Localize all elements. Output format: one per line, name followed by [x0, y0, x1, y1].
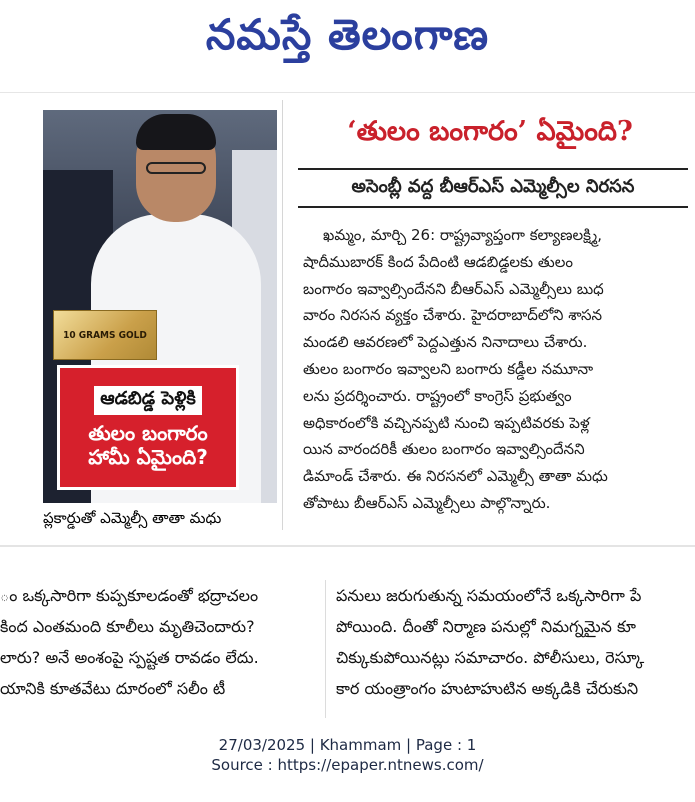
footer-source: Source : https://epaper.ntnews.com/: [211, 756, 484, 774]
article-line: లను ప్రదర్శించారు. రాష్ట్రంలో కాంగ్రెస్‌ ప్రభుత్వం: [303, 386, 572, 405]
subhead-box: [298, 168, 688, 208]
masthead: [0, 0, 695, 80]
newspaper-logo: నమస్తే తెలంగాణ: [205, 10, 490, 59]
section-divider: [0, 545, 695, 547]
person-hair: [136, 114, 216, 150]
footer-date-edition: 27/03/2025 | Khammam | Page : 1: [218, 736, 477, 754]
news-photo: [43, 110, 277, 503]
adjacent-article-line: పోయింది. దీంతో నిర్మాణ పనుల్లో నిమగ్నమైన కూ: [336, 617, 636, 636]
adjacent-article-line: ం ఒక్కసారిగా కుప్పకూలడంతో భద్రాచలం: [0, 586, 259, 605]
person-glasses: [146, 162, 206, 174]
article-line: ఖమ్మం, మార్చి 26: రాష్ట్రవ్యాప్తంగా కల్యాణలక్ష్మి,: [323, 226, 603, 244]
article-line: మండలి ఆవరణలో పెద్దఎత్తున నినాదాలు చేశారు.: [303, 333, 588, 352]
adjacent-article-line: చిక్కుకుపోయినట్లు సమాచారం. పోలీసులు, రెస్కూ: [336, 648, 645, 667]
article-body: [303, 222, 688, 517]
photo-caption: ప్లకార్డుతో ఎమ్మెల్సీ తాతా మధు: [43, 509, 222, 527]
column-divider: [282, 100, 283, 530]
adjacent-article-line: యానికి కూతవేటు దూరంలో సలీం టీ: [0, 679, 226, 698]
article-line: బంగారం ఇవ్వాల్సిందేనని బీఆర్‌ఎస్‌ ఎమ్మెల్సీలు బుధ: [303, 279, 604, 298]
adjacent-article-line: పనులు జరుగుతున్న సమయంలోనే ఒక్కసారిగా పే: [336, 586, 642, 605]
article-line: తులం బంగారం ఇవ్వాలని బంగారు కడ్డీల నమూనా: [303, 359, 594, 378]
article-line: షాదీముబారక్‌ కింద పేదింటి ఆడబిడ్డలకు తులం: [303, 252, 573, 271]
gold-bar-label: 10 GRAMS GOLD: [63, 329, 147, 341]
placard-line: హామీ ఏమైంది?: [88, 445, 208, 469]
placard-line: తులం బంగారం: [88, 421, 208, 445]
article-line: వారం నిరసన వ్యక్తం చేశారు. హైదరాబాద్‌లోని శాసన: [303, 306, 603, 325]
article-headline: ‘తులం బంగారం’ ఏమైంది?: [347, 116, 633, 147]
page-footer: [0, 735, 695, 775]
placard-line: ఆడబిడ్డ పెళ్లికి: [94, 386, 202, 415]
gold-bar-prop: [53, 310, 157, 360]
article-line: యిన వారందరికీ తులం బంగారం ఇవ్వాల్సిందేనని: [303, 440, 585, 459]
adjacent-article-line: లారు? అనే అంశంపై స్పష్టత రావడం లేదు.: [0, 648, 259, 667]
article-subheadline: అసెంబ్లీ వద్ద బీఆర్‌ఎస్‌ ఎమ్మెల్సీల నిరసన: [351, 175, 635, 197]
protest-placard: [57, 365, 239, 490]
adjacent-article-line: కింద ఎంతమంది కూలీలు మృతిచెందారు?: [0, 617, 255, 636]
adjacent-article-line: కార యంత్రాంగం హుటాహుటిన అక్కడికి చేరుకుని: [336, 679, 639, 698]
adjacent-article-left: [0, 580, 318, 704]
adjacent-article-right: [336, 580, 695, 704]
article-line: అధికారంలోకి వచ్చినప్పటి నుంచి ఇప్పటివరకు పెళ్ల: [303, 413, 590, 432]
masthead-divider: [0, 92, 695, 93]
column-divider: [325, 580, 326, 720]
article-line: తోపాటు బీఆర్‌ఎస్‌ ఎమ్మెల్సీలు పాల్గొన్నారు.: [303, 493, 551, 512]
article-line: డిమాండ్‌ చేశారు. ఈ నిరసనలో ఎమ్మెల్సీ తాతా మధు: [303, 467, 608, 486]
